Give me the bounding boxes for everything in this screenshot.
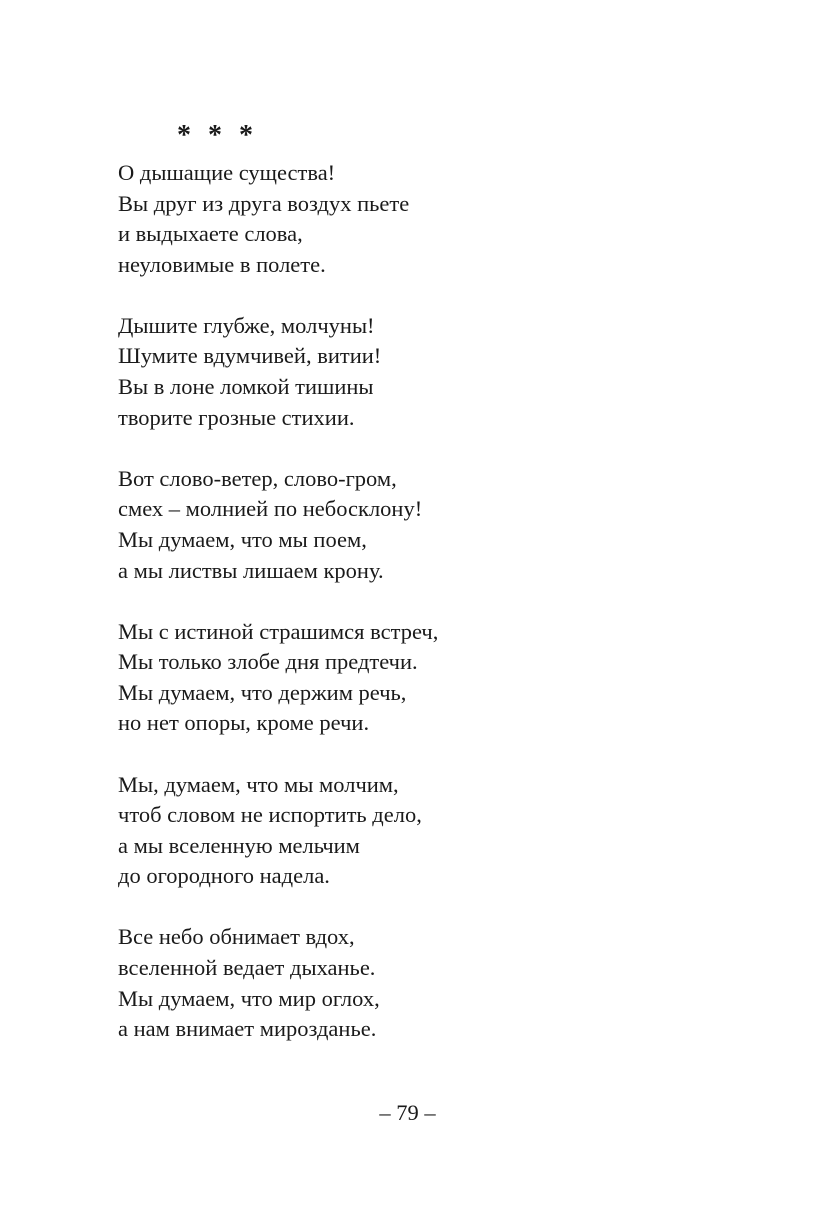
- poem-line: Мы думаем, что держим речь,: [118, 679, 407, 705]
- poem-line: до огородного надела.: [118, 863, 330, 889]
- poem-line: чтоб словом не испортить дело,: [118, 802, 422, 828]
- stanza-5: [118, 770, 718, 892]
- poem-line: Мы, думаем, что мы молчим,: [118, 771, 399, 797]
- poem-line: Вот слово-ветер, слово-гром,: [118, 465, 397, 491]
- poem-line: но нет опоры, кроме речи.: [118, 710, 370, 736]
- stanza-6: [118, 922, 718, 1044]
- poem-line: а мы листвы лишаем крону.: [118, 557, 384, 583]
- stanza-2: [118, 311, 718, 433]
- poem-line: О дышащие существа!: [118, 160, 336, 185]
- poem-line: Вы друг из друга воздух пьете: [118, 190, 410, 216]
- poem-line: Шумите вдумчивей, витии!: [118, 343, 382, 369]
- poem-line: вселенной ведает дыханье.: [118, 954, 376, 980]
- poem-line: Мы только злобе дня предтечи.: [118, 649, 418, 675]
- stanza-1: [118, 158, 718, 280]
- poem-line: а нам внимает мирозданье.: [118, 1016, 377, 1042]
- poem-line: Все небо обнимает вдох,: [118, 924, 355, 950]
- poem-line: Мы с истиной страшимся встреч,: [118, 618, 439, 644]
- poem-line: неуловимые в полете.: [118, 251, 326, 277]
- poem-line: Вы в лоне ломкой тишины: [118, 374, 374, 400]
- poem-line: Мы думаем, что мы поем,: [118, 526, 367, 552]
- page-number: – 79 –: [379, 1100, 436, 1125]
- poem: [118, 158, 718, 1075]
- poem-line: и выдыхаете слова,: [118, 221, 303, 247]
- poem-line: смех – молнией по небосклону!: [118, 496, 423, 522]
- poem-line: а мы вселенную мельчим: [118, 832, 360, 858]
- stanza-3: [118, 464, 718, 586]
- poem-line: Мы думаем, что мир оглох,: [118, 985, 380, 1011]
- poem-line: Дышите глубже, молчуны!: [118, 312, 375, 338]
- stanza-4: [118, 617, 718, 739]
- stanza-separator-asterisks: * * *: [177, 120, 258, 151]
- poem-line: творите грозные стихии.: [118, 404, 355, 430]
